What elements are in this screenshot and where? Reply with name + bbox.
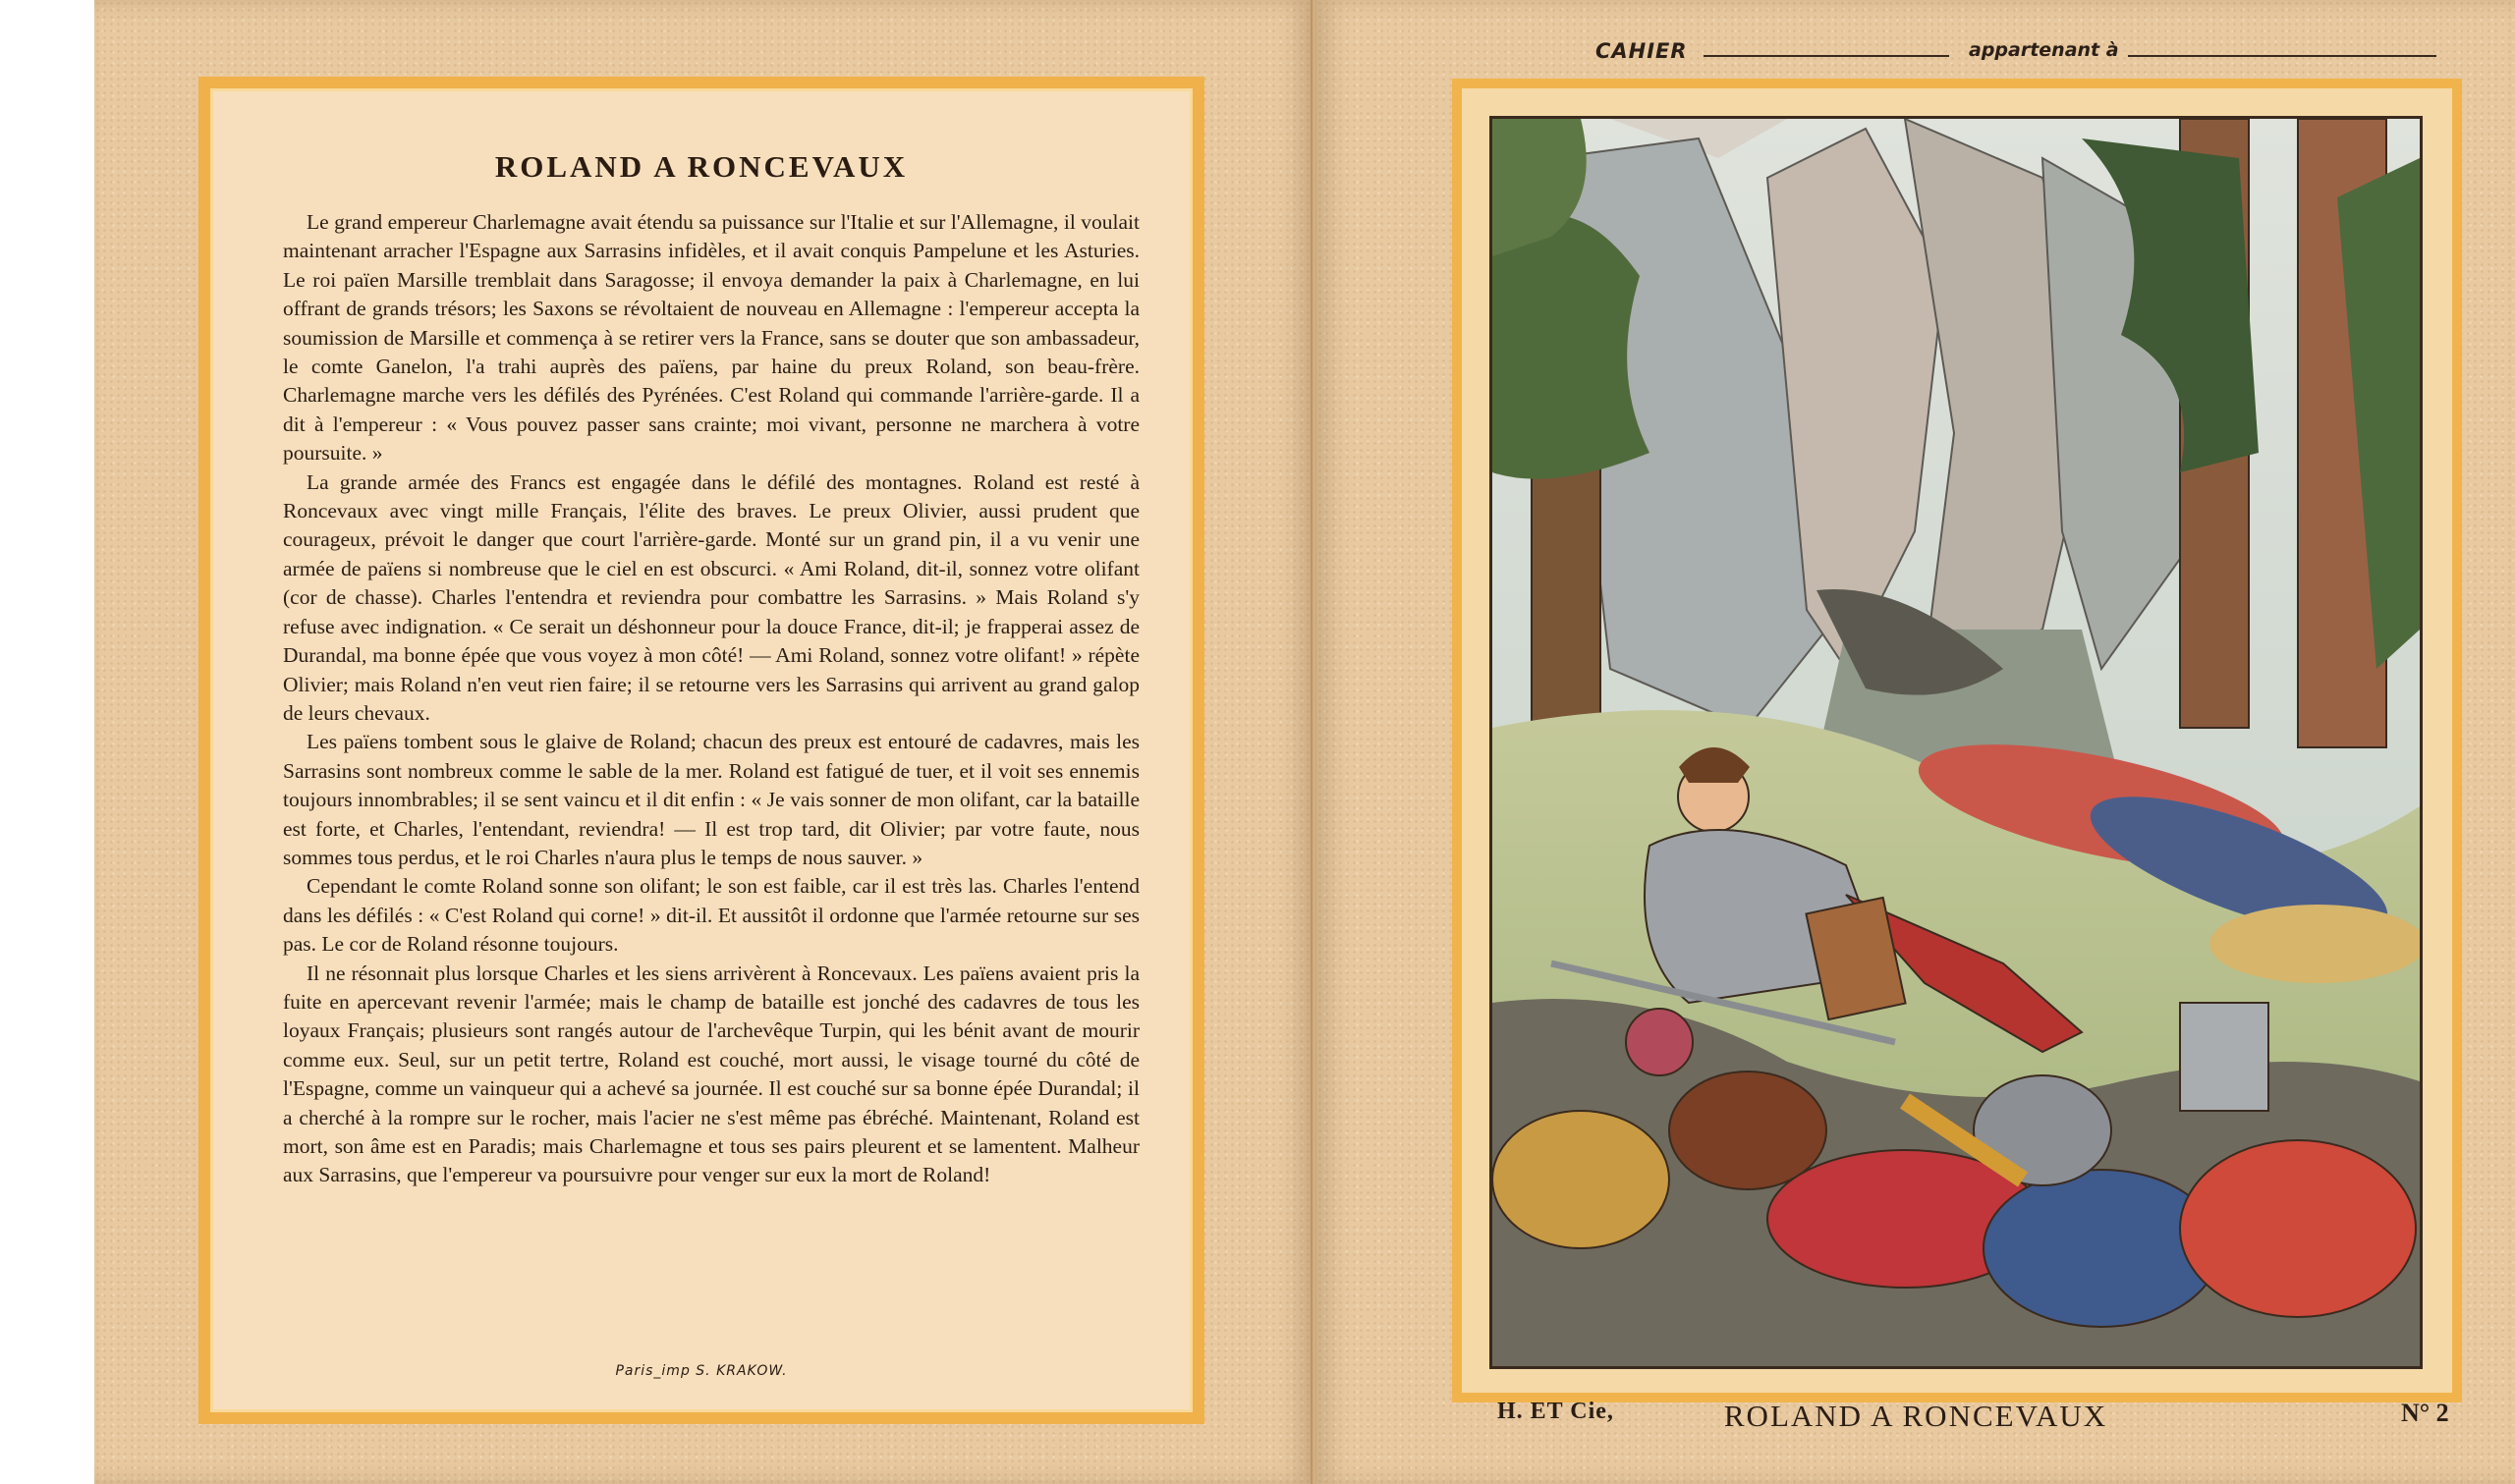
story-paragraph-1: Le grand empereur Charlemagne avait étendu sa puissance sur l'Italie et sur l'Allemagne, il voulait maintenant arracher l'Espagne aux Sarrasins infidèles, et il avait conquis Pampelune et les Asturies. Le roi païen Marsille tremblait dans Saragosse; il envoya demander la paix à Charlemagne, en lui offrant de grands trésors; les Saxons se révoltaient de nouveau en Allemagne : l'empereur accepta la soumission de Marsille et commença à se retirer vers la France, sans se douter que son ambassadeur, le comte Ganelon, l'a trahi auprès des païens, par haine du preux Roland, son beau-frère. Charlemagne marche vers les défilés des Pyrénées. C'est Roland qui commande l'arrière-garde. Il a dit à l'empereur : « Vous pouvez passer sans crainte; moi vivant, personne ne marchera à votre poursuite. »: [283, 210, 1140, 466]
appartenant-label: appartenant à: [1969, 39, 2119, 61]
publisher-mark: H. ET Cie,: [1497, 1399, 1614, 1424]
left-page: [94, 0, 1313, 1484]
issue-number: N° 2: [2401, 1399, 2449, 1427]
illustration-frame: [1452, 79, 2462, 1402]
story-paragraph-3: Les païens tombent sous le glaive de Roland; chacun des preux est entouré de cadavres, mais les Sarrasins sont nombreux comme le sable de la mer. Roland est fatigué de tuer, et il voit ses ennemis toujours innombrables; il se sent vaincu et il dit enfin : « Je vais sonner de mon olifant, car la bataille est forte, et Charles, l'entendant, reviendra! — Il est trop tard, dit Olivier; par votre faute, nous sommes tous perdus, et le roi Charles n'aura plus le temps de nous sauver. »: [283, 730, 1140, 869]
right-page: [1316, 0, 2515, 1484]
owner-header: [1316, 35, 2515, 65]
cahier-spread: [94, 0, 2515, 1484]
printer-credit: Paris_imp S. KRAKOW.: [615, 1363, 788, 1379]
owner-blank-line: [2128, 55, 2436, 57]
roncevaux-scene-image: [1492, 119, 2420, 1366]
cahier-blank-line: [1704, 55, 1949, 57]
story-paragraph-5: Il ne résonnait plus lorsque Charles et les siens arrivèrent à Roncevaux. Les païens avaient pris la fuite en apercevant revenir l'armée; mais le champ de bataille est jonché des cadavres de tous les loyaux Français; plusieurs sont rangés autour de l'archevêque Turpin, qui les bénit avant de mourir comme eux. Seul, sur un petit tertre, Roland est couché, mort aussi, le visage tourné du côté de l'Espagne, comme un vainqueur qui a achevé sa journée. Il est couché sur sa bonne épée Durandal; il a cherché à la rompre sur le rocher, mais l'acier ne s'est même pas ébréché. Maintenant, Roland est mort, son âme est en Paradis; mais Charlemagne et tous ses pairs pleurent et se lamentent. Malheur aux Sarrasins, que l'empereur va poursuivre pour venger sur eux la mort de Roland!: [283, 961, 1140, 1187]
cahier-label: CAHIER: [1595, 39, 1688, 63]
story-panel: [198, 77, 1204, 1424]
battle-illustration: [1489, 116, 2423, 1369]
story-title: ROLAND A RONCEVAUX: [494, 149, 909, 184]
story-text: [283, 208, 1140, 1190]
story-paragraph-2: La grande armée des Francs est engagée dans le défilé des montagnes. Roland est resté à Roncevaux avec vingt mille Français, l'élite des braves. Le preux Olivier, aussi prudent que courageux, prévoit le danger que court l'arrière-garde. Monté sur un grand pin, il a vu venir une armée de païens si nombreuse que le ciel en est obscurci. « Ami Roland, dit-il, sonnez votre olifant (cor de chasse). Charles l'entendra et reviendra pour combattre les Sarrasins. » Mais Roland s'y refuse avec indignation. « Ce serait un déshonneur pour la douce France, dit-il; je frapperai assez de Durandal, ma bonne épée que vous voyez à mon côté! — Ami Roland, sonnez votre olifant! » répète Olivier; mais Roland n'en veut rien faire; il se retourne vers les Sarrasins qui arrivent au grand galop de leurs chevaux.: [283, 469, 1140, 725]
cover-title: ROLAND A RONCEVAUX: [1723, 1399, 2108, 1433]
story-paragraph-4: Cependant le comte Roland sonne son olifant; le son est faible, car il est très las. Charles l'entend dans les défilés : « C'est Roland qui corne! » dit-il. Et aussitôt il ordonne que l'armée retourne sur ses pas. Le cor de Roland résonne toujours.: [283, 874, 1140, 957]
